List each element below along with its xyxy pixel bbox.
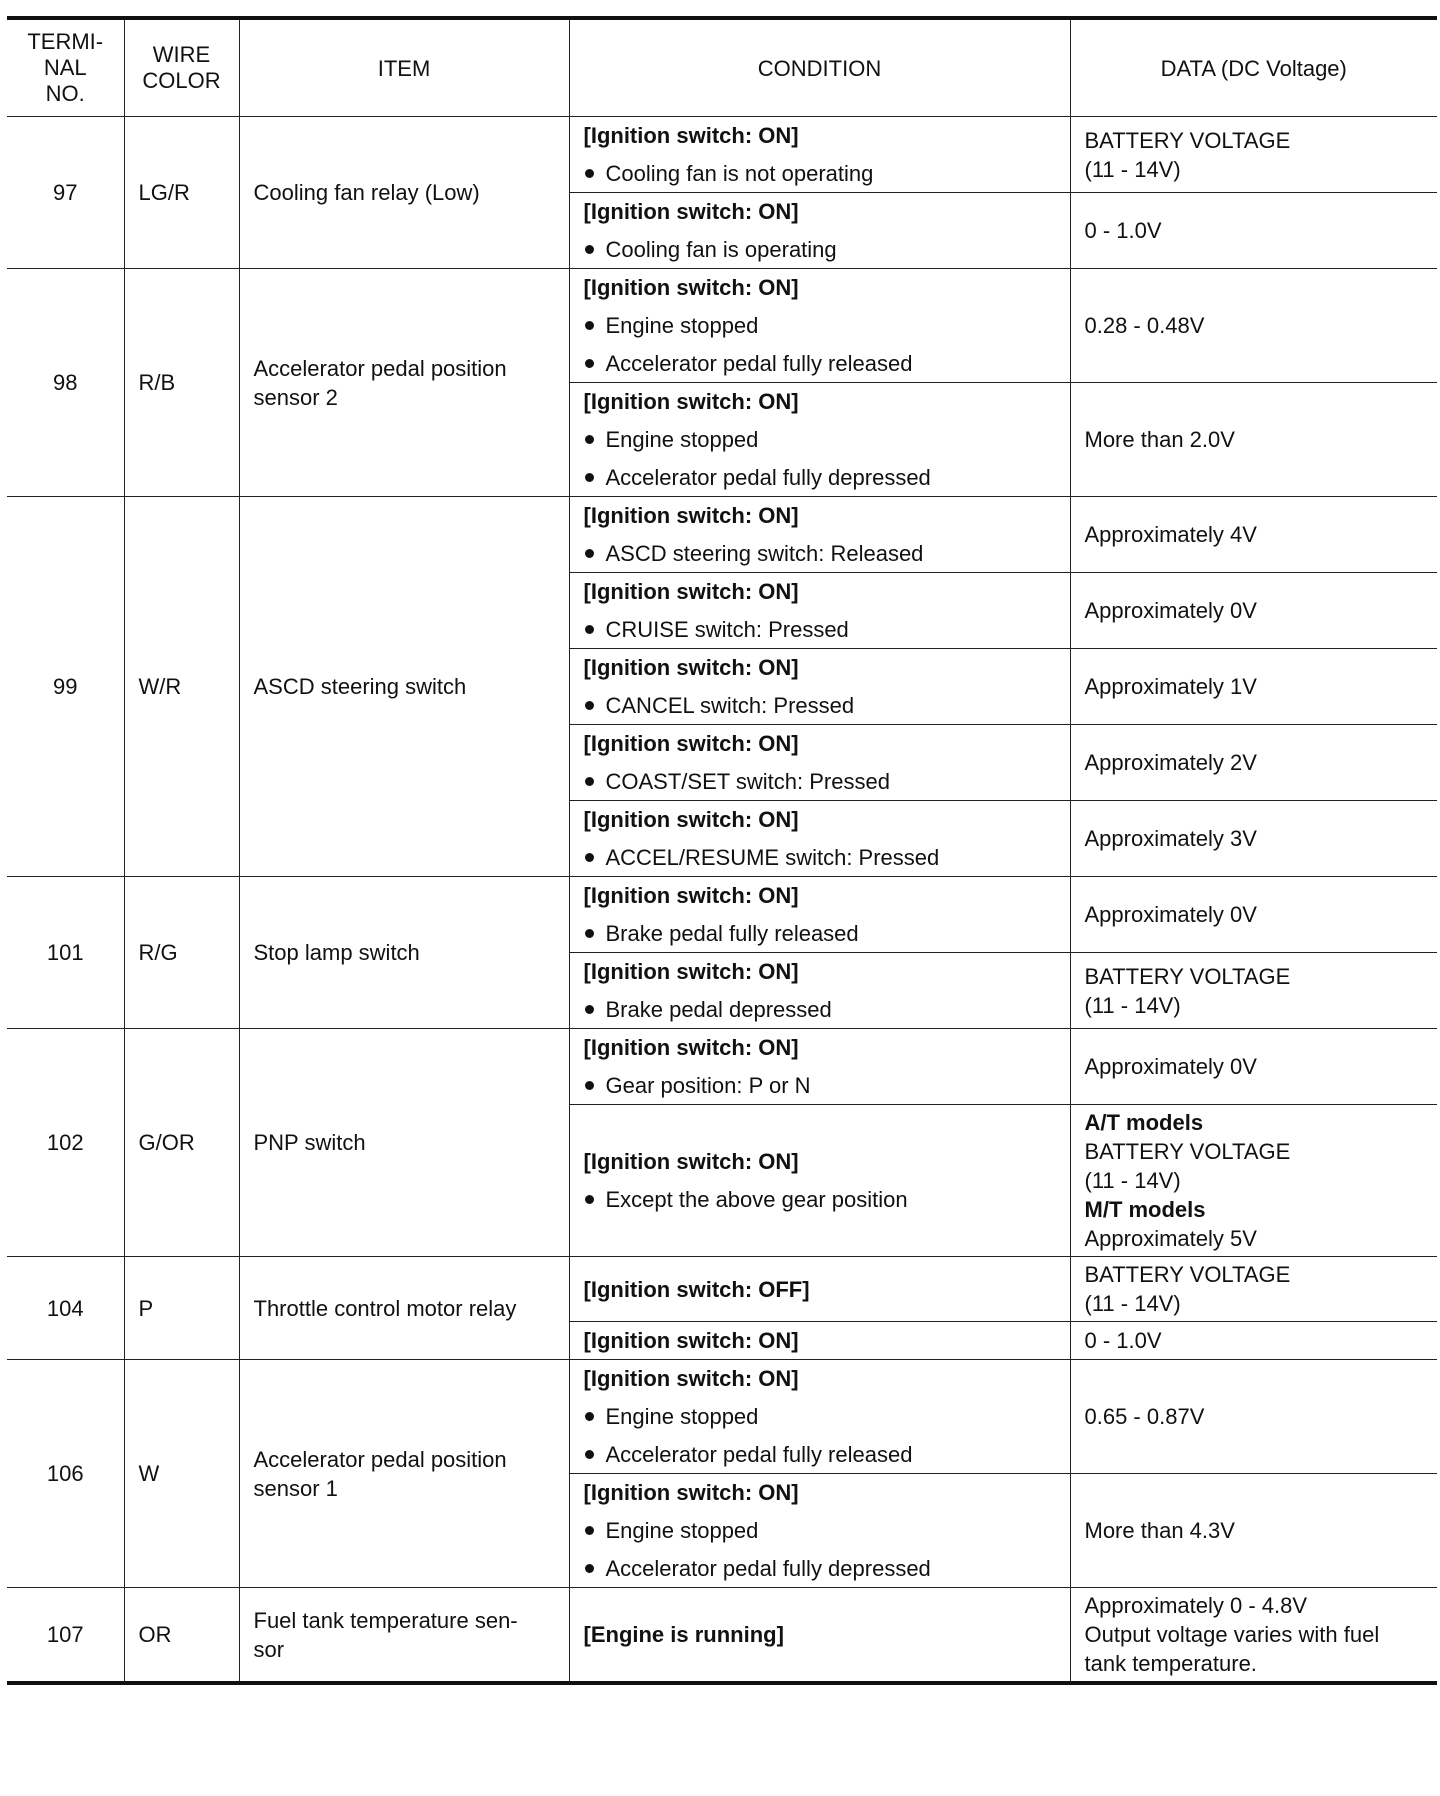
data-line: 0 - 1.0V [1084,218,1162,243]
data-cell [1070,1257,1437,1322]
wire-color-cell [124,1360,239,1588]
condition-bullet: CANCEL switch: Pressed [584,691,1056,720]
data-cell [1070,725,1437,801]
condition-cell [569,1588,1070,1684]
condition-title: [Ignition switch: ON] [583,807,799,832]
terminal-no-cell [7,1029,124,1257]
item-cell [239,269,569,497]
condition-title: [Ignition switch: ON] [583,1480,799,1505]
condition-title: [Ignition switch: ON] [583,1366,799,1391]
wire-color-cell-text: LG/R [138,180,190,205]
data-cell [1070,1029,1437,1105]
wire-color-cell [124,497,239,877]
data-cell [1070,1105,1437,1257]
condition-bullet: Accelerator pedal fully released [584,1440,1056,1469]
item-cell [239,117,569,269]
data-line: (11 - 14V) [1084,992,1181,1018]
terminal-no-cell [7,269,124,497]
item-cell-text: ASCD steering switch [253,674,467,699]
item-cell [239,1588,569,1684]
header-terminal-no: TERMI- NAL NO. [7,18,124,117]
wire-color-cell [124,269,239,497]
data-line: 0.65 - 0.87V [1084,1404,1205,1429]
data-line: Approximately 4V [1084,522,1257,547]
data-line: Approximately 0V [1084,902,1257,927]
terminal-no-cell [7,877,124,1029]
condition-title: [Ignition switch: ON] [583,1328,799,1353]
data-cell [1070,1474,1437,1588]
terminal-no-cell [7,1257,124,1360]
condition-cell [569,1257,1070,1322]
data-line: Approximately 3V [1084,826,1257,851]
data-cell [1070,573,1437,649]
condition-cell [569,497,1070,573]
table-row [7,1360,1437,1474]
condition-cell [569,269,1070,383]
item-cell [239,497,569,877]
table-row [7,877,1437,953]
data-line: A/T models [1084,1110,1204,1135]
condition-cell [569,573,1070,649]
condition-title: [Ignition switch: ON] [583,199,799,224]
condition-cell [569,117,1070,193]
header-data: DATA (DC Voltage) [1070,18,1437,117]
wire-color-cell [124,1257,239,1360]
data-line: 0 - 1.0V [1084,1328,1162,1353]
condition-title: [Ignition switch: OFF] [583,1276,810,1302]
data-line: More than 2.0V [1084,427,1235,452]
condition-bullet: Accelerator pedal fully depressed [584,463,1056,492]
condition-cell [569,1474,1070,1588]
data-cell [1070,269,1437,383]
data-line: Approximately 0 - 4.8V [1084,1593,1308,1618]
condition-bullet: Accelerator pedal fully depressed [584,1554,1056,1583]
wire-color-cell-text: P [138,1295,154,1321]
condition-bullet: ACCEL/RESUME switch: Pressed [584,843,1056,872]
terminal-no-cell [7,1360,124,1588]
condition-cell [569,801,1070,877]
terminal-no-cell-text: 102 [46,1130,84,1155]
condition-title: [Engine is running] [583,1622,784,1647]
data-cell [1070,193,1437,269]
table-row [7,269,1437,383]
data-line: (11 - 14V) [1084,1168,1181,1193]
condition-title: [Ignition switch: ON] [583,503,799,528]
wire-color-cell [124,1588,239,1684]
terminal-no-cell [7,117,124,269]
condition-bullet: Brake pedal depressed [584,995,1056,1024]
condition-title: [Ignition switch: ON] [583,959,799,984]
item-cell [239,1029,569,1257]
data-cell [1070,801,1437,877]
condition-bullet: Brake pedal fully released [584,919,1056,948]
item-cell-text: Cooling fan relay (Low) [253,180,480,205]
item-cell [239,1360,569,1588]
wire-color-cell-text: G/OR [138,1130,195,1155]
data-line: Approximately 2V [1084,750,1257,775]
data-line: (11 - 14V) [1084,156,1181,182]
wire-color-cell-text: OR [138,1622,172,1647]
data-line: Output voltage varies with fuel [1084,1622,1380,1647]
wire-color-cell [124,877,239,1029]
item-cell [239,1257,569,1360]
header-wire-color: WIRE COLOR [124,18,239,117]
data-line: Approximately 0V [1084,1054,1257,1079]
terminal-no-cell-text: 107 [46,1622,84,1647]
data-line: M/T models [1084,1197,1206,1222]
condition-cell [569,1029,1070,1105]
wire-color-cell-text: W [138,1461,160,1486]
wire-color-cell [124,1029,239,1257]
data-line: BATTERY VOLTAGE [1084,1262,1291,1287]
condition-bullet: CRUISE switch: Pressed [584,615,1056,644]
table-row [7,1257,1437,1322]
item-cell-text: Accelerator pedal position sensor 1 [253,1446,507,1501]
table-row [7,497,1437,573]
condition-cell [569,1105,1070,1257]
condition-title: [Ignition switch: ON] [583,655,799,680]
data-line: BATTERY VOLTAGE [1084,127,1291,153]
terminal-no-cell [7,1588,124,1684]
data-cell [1070,117,1437,193]
condition-title: [Ignition switch: ON] [583,731,799,756]
condition-title: [Ignition switch: ON] [583,275,799,300]
condition-bullet: ASCD steering switch: Released [584,539,1056,568]
condition-bullet: Engine stopped [584,1516,1056,1545]
table-row [7,117,1437,193]
data-line: BATTERY VOLTAGE [1084,1139,1291,1164]
data-cell [1070,1360,1437,1474]
data-line: 0.28 - 0.48V [1084,313,1205,338]
table-row [7,1029,1437,1105]
item-cell-text: Stop lamp switch [253,940,420,965]
condition-bullet: Cooling fan is not operating [584,159,1056,188]
condition-cell [569,193,1070,269]
data-cell [1070,497,1437,573]
wire-color-cell-text: R/G [138,940,178,965]
data-line: (11 - 14V) [1084,1291,1181,1316]
condition-cell [569,383,1070,497]
condition-title: [Ignition switch: ON] [583,1035,799,1060]
wire-color-cell [124,117,239,269]
header-row [7,18,1437,117]
terminal-table-container [7,16,1437,1685]
item-cell-text: Fuel tank temperature sen- sor [253,1607,518,1662]
condition-bullet: COAST/SET switch: Pressed [584,767,1056,796]
data-cell [1070,1588,1437,1684]
data-line: BATTERY VOLTAGE [1084,963,1291,989]
condition-cell [569,1360,1070,1474]
terminal-no-cell [7,497,124,877]
terminal-no-cell-text: 98 [53,370,78,395]
header-condition: CONDITION [569,18,1070,117]
data-line: More than 4.3V [1084,1518,1235,1543]
terminal-no-cell-text: 101 [46,940,84,965]
wire-color-cell-text: R/B [138,370,176,395]
condition-bullet: Engine stopped [584,311,1056,340]
condition-bullet: Accelerator pedal fully released [584,349,1056,378]
condition-cell [569,1322,1070,1360]
data-cell [1070,383,1437,497]
terminal-no-cell-text: 106 [46,1461,84,1486]
item-cell-text: PNP switch [253,1130,366,1155]
terminal-data-table [7,16,1437,1685]
condition-title: [Ignition switch: ON] [583,579,799,604]
data-line: Approximately 1V [1084,674,1257,699]
data-line: tank temperature. [1084,1651,1257,1676]
condition-bullet: Cooling fan is operating [584,235,1056,264]
condition-bullet: Engine stopped [584,425,1056,454]
terminal-no-cell-text: 104 [46,1295,84,1321]
data-cell [1070,877,1437,953]
data-cell [1070,1322,1437,1360]
condition-cell [569,649,1070,725]
condition-bullet: Gear position: P or N [584,1071,1056,1100]
terminal-no-cell-text: 99 [53,674,78,699]
data-cell [1070,649,1437,725]
condition-bullet: Engine stopped [584,1402,1056,1431]
condition-title: [Ignition switch: ON] [583,883,799,908]
condition-cell [569,877,1070,953]
condition-bullet: Except the above gear position [584,1185,1056,1214]
wire-color-cell-text: W/R [138,674,182,699]
item-cell-text: Accelerator pedal position sensor 2 [253,355,507,410]
data-cell [1070,953,1437,1029]
data-line: Approximately 0V [1084,598,1257,623]
header-item: ITEM [239,18,569,117]
item-cell-text: Throttle control motor relay [253,1295,517,1321]
condition-title: [Ignition switch: ON] [583,389,799,414]
condition-cell [569,725,1070,801]
condition-title: [Ignition switch: ON] [583,1149,799,1174]
data-line: Approximately 5V [1084,1226,1257,1251]
terminal-no-cell-text: 97 [53,180,78,205]
item-cell [239,877,569,1029]
condition-title: [Ignition switch: ON] [583,123,799,148]
condition-cell [569,953,1070,1029]
table-row [7,1588,1437,1684]
